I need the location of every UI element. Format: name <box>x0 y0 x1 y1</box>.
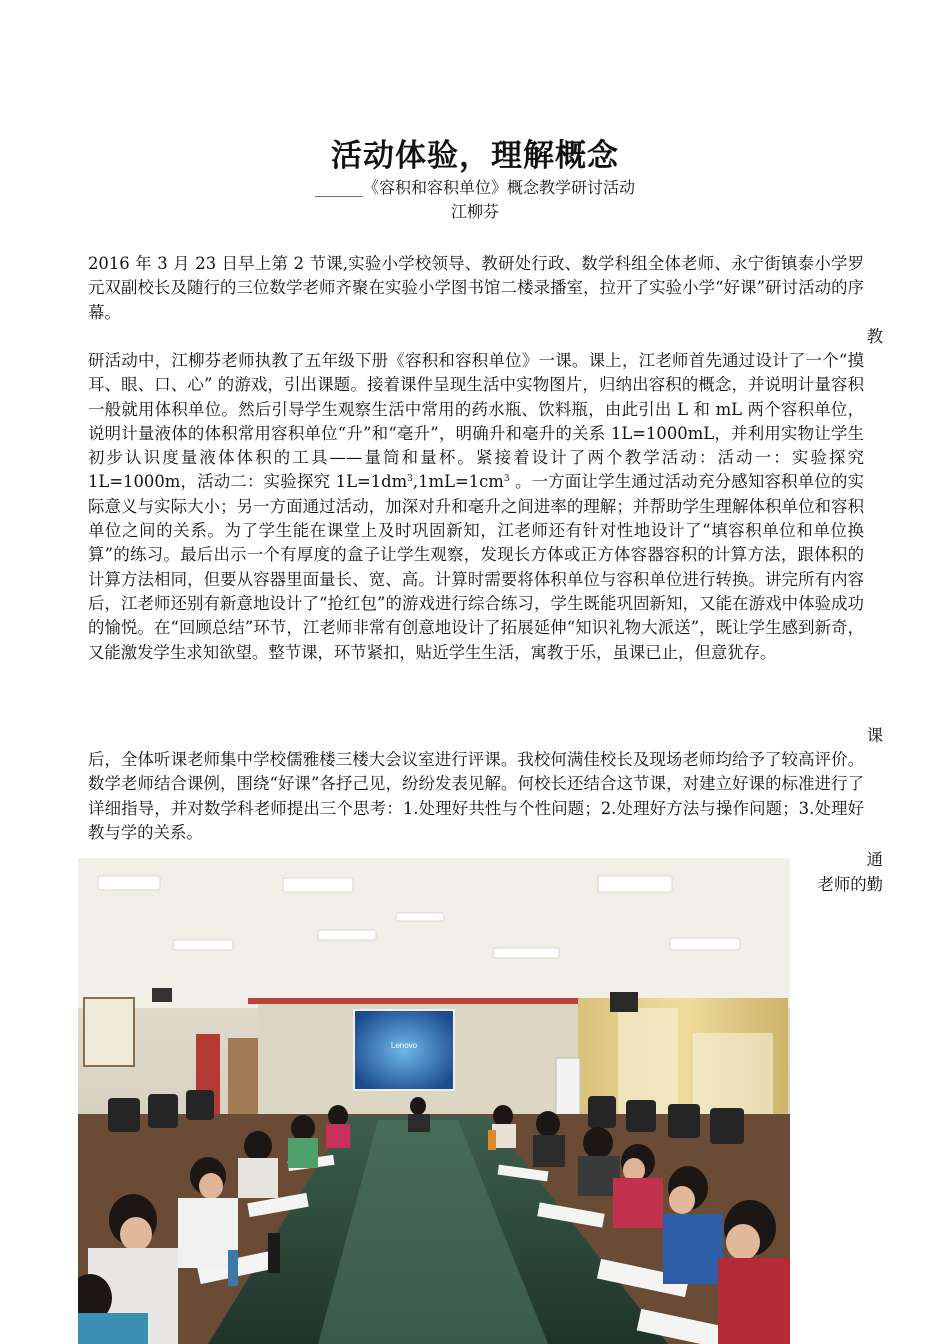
document-subtitle: ______《容积和容积单位》概念教学研讨活动 <box>314 178 635 197</box>
projector-screen <box>354 1010 454 1090</box>
paragraph-review: 后，全体听课老师集中学校儒雅楼三楼大会议室进行评课。我校何满佳校长及现场老师均给予了较高评价。数学老师结合课例，围绕“好课”各抒己见，纷纷发表见解。何校长还结合这节课，对建立好课的标准进行了详细指导，并对数学科老师提出三个思考：1.处理好共性与个性问题；2.处理好方法与操作问题；3.处理好教与学的关系。 <box>88 750 864 842</box>
author-name: 江柳芬 <box>450 202 499 221</box>
superscript-cubed-2: 3 <box>503 474 510 485</box>
meeting-room-illustration <box>78 858 790 1344</box>
screen-brand-text: Lenovo <box>390 1041 418 1050</box>
paragraph-intro: 2016 年 3 月 23 日早上第 2 节课,实验小学校领导、教研处行政、数学科组全体老师、永宁街镇泰小学罗元双副校长及随行的三位数学老师齐聚在实验小学图书馆二楼录播室，拉开了实验小学“好课”研讨活动的序幕。 <box>88 254 864 322</box>
paragraph-lesson-text-c: 。一方面让学生通过活动充分感知容积单位的实际意义与实际大小；另一方面通过活动，加深对升和毫升之间进率的理解；并帮助学生理解体积单位和容积单位之间的关系。为了学生能在课堂上及时巩固新知，江老师还有针对性地设计了“填容积单位和单位换算”的练习。最后出示一个有厚度的盒子让学生观察，发现长方体或正方体容器容积的计算方法，跟体积的计算方法相同，但要从容器里面量长、宽、高。计算时需要将体积单位与容积单位进行转换。讲完所有内容后，江老师还别有新意地设计了“抢红包”的游戏进行综合练习，学生既能巩固新知，又能在游戏中体验成功的愉悦。在“回顾总结”环节，江老师非常有创意地设计了拓展延伸“知识礼物大派送”，既让学生感到新奇，又能激发学生求知欲望。整节课，环节紧扣，贴近学生生活，寓教于乐，虽课已止，但意犹存。 <box>88 472 864 662</box>
document-title: 活动体验，理解概念 <box>331 138 619 174</box>
paragraph-4-fragment: 老师的勤 <box>817 875 883 894</box>
meeting-room-photo <box>78 858 790 1344</box>
superscript-cubed-1: 3 <box>407 474 413 485</box>
paragraph-lesson-text-a: 研活动中，江柳芬老师执教了五年级下册《容积和容积单位》一课。课上，江老师首先通过设计了一个“摸耳、眼、口、心” 的游戏，引出课题。接着课件呈现生活中实物图片，归纳出容积的概念，并说明计量容积一般就用体积单位。然后引导学生观察生活中常用的药水瓶、饮料瓶，由此引出 L 和 mL 两个容积单位，说明计量液体的体积常用容积单位“升”和“毫升”，明确升和毫升的关系 1L=1000mL，并利用实物让学生初步认识度量液体体积的工具——量筒和量杯。紧接着设计了两个教学活动：活动一：实验探究 1L=1000m，活动二：实验探究 1L=1dm <box>88 351 864 492</box>
wall-poster <box>84 998 134 1066</box>
paragraph-3-lead-char: 课 <box>866 726 883 745</box>
paragraph-4-lead-char: 通 <box>866 850 883 869</box>
paragraph-lesson <box>88 349 864 665</box>
paragraph-lesson-text-b: ,1mL=1cm <box>412 472 504 492</box>
paragraph-2-lead-char: 教 <box>866 327 883 346</box>
